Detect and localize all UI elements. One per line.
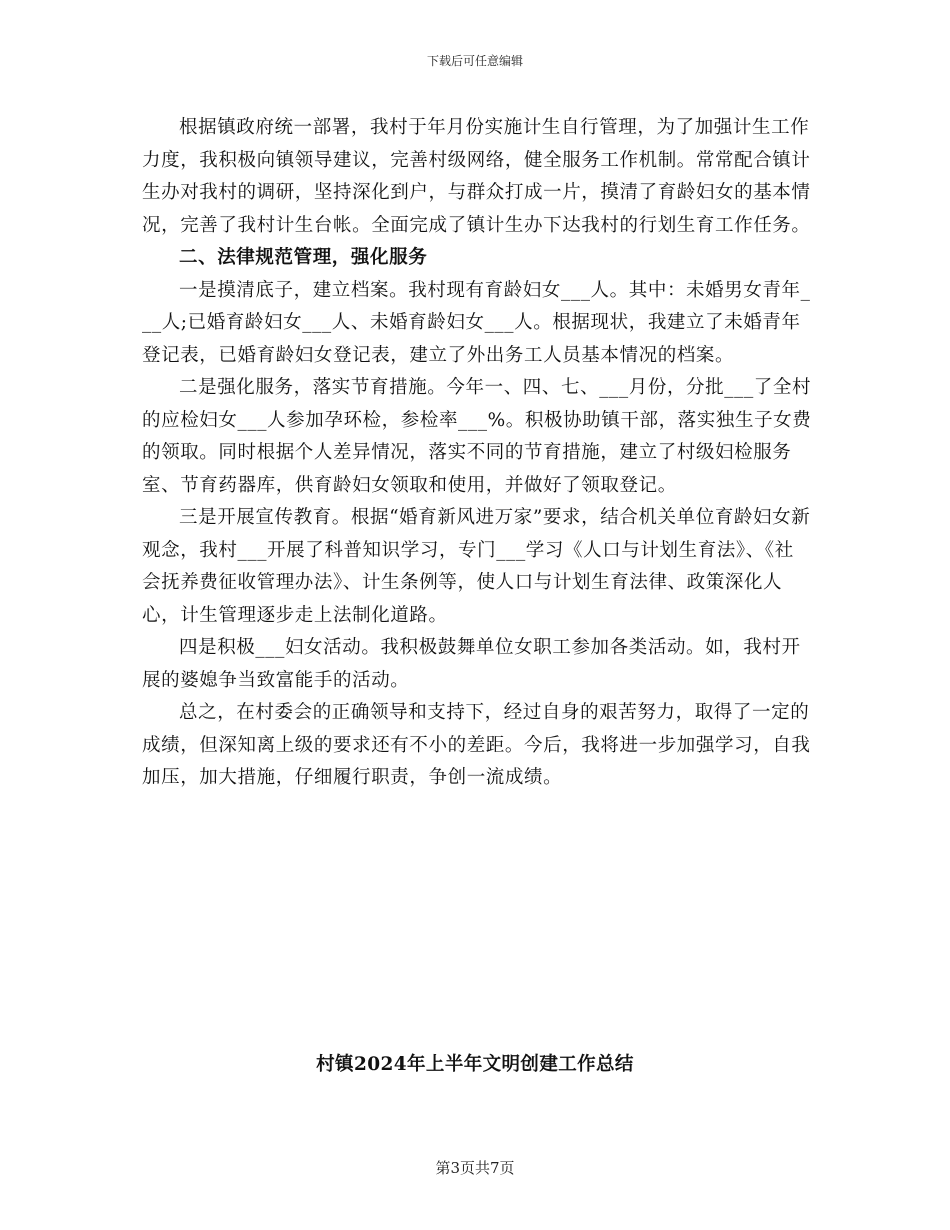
paragraph-service: 二是强化服务，落实节育措施。今年一、四、七、___月份，分批___了全村的应检妇女___人参加孕环检，参检率___%。积极协助镇干部，落实独生子女费的领取。同时根据个人差异情况，落实不同的节育措施，建立了村级妇检服务室、节育药器库，供育龄妇女领取和使用，并做好了领取登记。 — [142, 377, 812, 496]
page-number: 第3页共7页 — [435, 1159, 515, 1177]
next-section-title: 村镇2024年上半年文明创建工作总结 — [316, 1054, 634, 1075]
paragraph-summary: 总之，在村委会的正确领导和支持下，经过自身的艰苦努力，取得了一定的成绩，但深知离上级的要求还有不小的差距。今后，我将进一步加强学习，自我加压，加大措施，仔细履行职责，争创一流成绩。 — [142, 702, 811, 788]
paragraph-education: 三是开展宣传教育。根据“婚育新风进万家”要求，结合机关单位育龄妇女新观念，我村___开展了科普知识学习，专门___学习《人口与计划生育法》、《社会抚养费征收管理办法》、计生条例等，使人口与计划生育法律、政策深化人心，计生管理逐步走上法制化道路。 — [142, 507, 811, 626]
document-body — [142, 112, 812, 795]
section-heading: 二、法律规范管理，强化服务 — [179, 247, 428, 268]
paragraph-activities: 四是积极___妇女活动。我积极鼓舞单位女职工参加各类活动。如，我村开展的婆媳争当致富能手的活动。 — [142, 637, 801, 691]
paragraph-intro: 根据镇政府统一部署，我村于年月份实施计生自行管理，为了加强计生工作力度，我积极向镇领导建议，完善村级网络，健全服务工作机制。常常配合镇计生办对我村的调研，坚持深化到户，与群众打成一片，摸清了育龄妇女的基本情况，完善了我村计生台帐。全面完成了镇计生办下达我村的行划生育工作任务。 — [142, 117, 811, 236]
paragraph-archive: 一是摸清底子，建立档案。我村现有育龄妇女___人。其中：未婚男女青年___人;已婚育龄妇女___人、未婚育龄妇女___人。根据现状，我建立了未婚青年登记表，已婚育龄妇女登记表，建立了外出务工人员基本情况的档案。 — [142, 279, 811, 366]
page-header-note: 下载后可任意编辑 — [426, 54, 523, 68]
